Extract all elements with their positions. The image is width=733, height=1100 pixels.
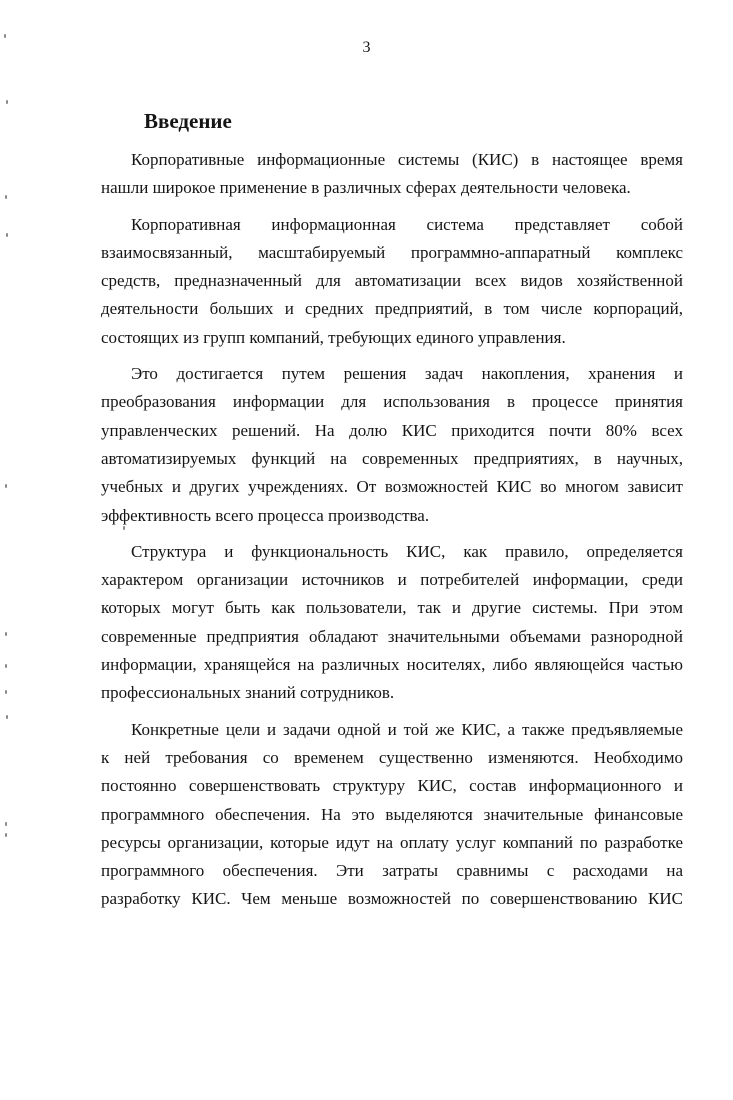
text-line: эффективность всего процесса производства. (101, 505, 430, 525)
text-line: учебных и других учреждениях. От возможностей КИС во многом зависит (101, 477, 683, 497)
paragraph (101, 211, 683, 352)
scan-mark (6, 233, 8, 237)
text-line: Конкретные цели и задачи одной и той же КИС, а также предъявляемые (131, 719, 683, 739)
text-line: информации, хранящейся на различных носителях, либо являющейся частью (101, 655, 683, 675)
text-line: Это достигается путем решения задач накопления, хранения и (131, 364, 683, 384)
text-line: которых могут быть как пользователи, так и другие системы. При этом (101, 598, 683, 618)
scan-mark (5, 833, 7, 837)
text-line: характером организации источников и потребителей информации, среди (101, 570, 683, 590)
scan-mark (123, 526, 125, 530)
paragraph (101, 538, 683, 708)
text-line: состоящих из групп компаний, требующих единого управления. (101, 327, 566, 347)
scan-mark (5, 822, 7, 826)
scan-mark (5, 632, 7, 636)
scan-mark (5, 664, 7, 668)
text-line: современные предприятия обладают значительными объемами разнородной (101, 626, 683, 646)
section-heading: Введение (144, 109, 232, 133)
page-number: 3 (362, 39, 371, 56)
text-line: средств, предназначенный для автоматизации всех видов хозяйственной (101, 271, 683, 291)
text-line: к ней требования со временем существенно изменяются. Необходимо (101, 747, 683, 767)
text-line: автоматизируемых функций на современных предприятиях, в научных, (101, 448, 683, 468)
text-line: преобразования информации для использования в процессе принятия (101, 392, 683, 412)
text-line: разработку КИС. Чем меньше возможностей по совершенствованию КИС (101, 889, 683, 909)
text-line: Корпоративные информационные системы (КИС) в настоящее время (131, 150, 683, 169)
text-line: нашли широкое применение в различных сферах деятельности человека. (101, 178, 631, 198)
paragraph (101, 146, 683, 203)
text-line: Корпоративная информационная система представляет собой (131, 214, 683, 234)
scan-mark (5, 690, 7, 694)
scan-mark (6, 715, 8, 719)
text-line: программного обеспечения. Эти затраты сравнимы с расходами на (101, 861, 683, 881)
paragraph (101, 360, 683, 530)
scan-mark (5, 195, 7, 199)
text-line: взаимосвязанный, масштабируемый программно-аппаратный комплекс (101, 242, 683, 262)
text-line: ресурсы организации, которые идут на оплату услуг компаний по разработке (101, 832, 683, 852)
text-line: постоянно совершенствовать структуру КИС, состав информационного и (101, 776, 683, 796)
scan-mark (6, 100, 8, 104)
body-text (101, 146, 683, 922)
paragraph (101, 716, 683, 914)
scan-mark (4, 34, 6, 38)
text-line: программного обеспечения. На это выделяются значительные финансовые (101, 804, 683, 824)
scan-mark (5, 484, 7, 488)
text-line: деятельности больших и средних предприятий, в том числе корпораций, (101, 299, 683, 319)
text-line: профессиональных знаний сотрудников. (101, 683, 395, 703)
text-line: управленческих решений. На долю КИС приходится почти 80% всех (101, 420, 683, 440)
text-line: Структура и функциональность КИС, как правило, определяется (131, 541, 683, 561)
